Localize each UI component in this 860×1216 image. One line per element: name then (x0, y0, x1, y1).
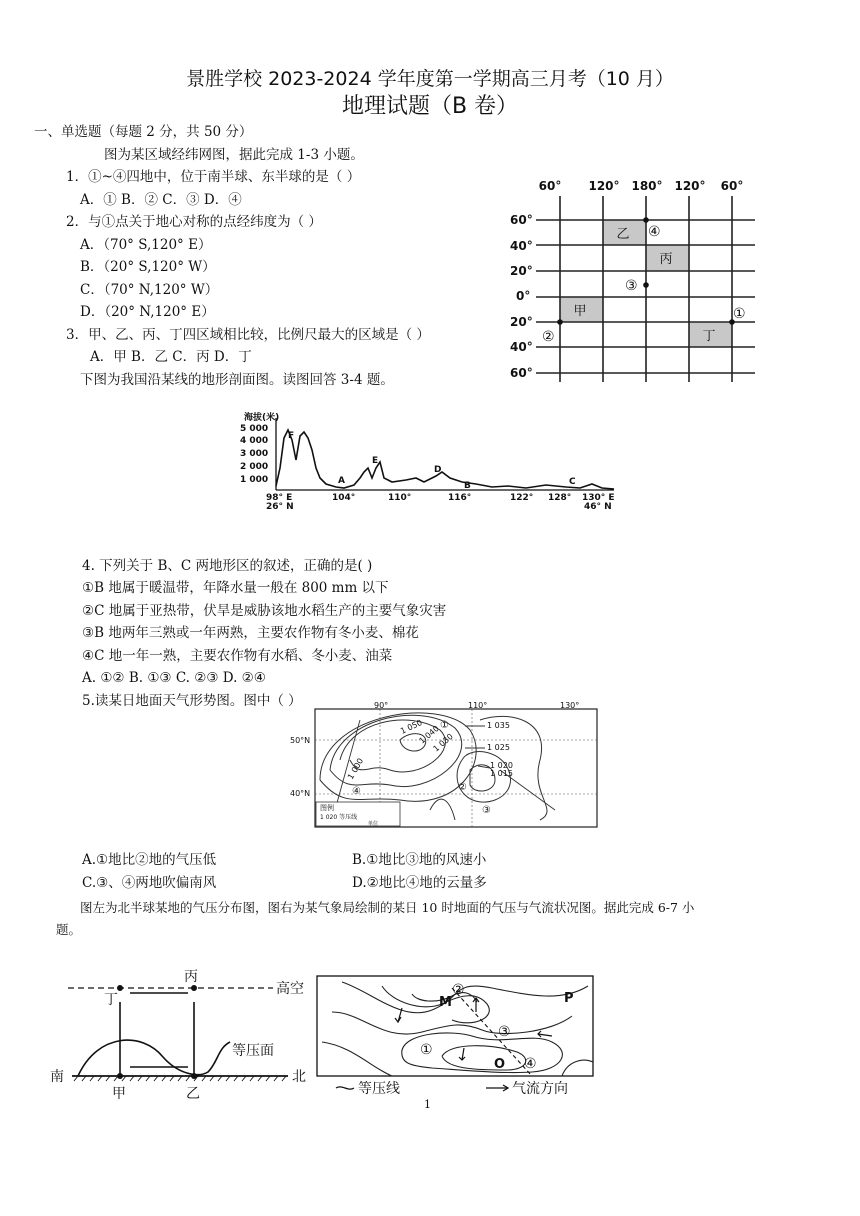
point-2-label: ② (542, 329, 555, 345)
lat-label-20s: 20° (510, 315, 533, 329)
isobar-label-1020: 1 020 (490, 761, 513, 770)
point-jia-dot (117, 1073, 123, 1079)
point-3-dot (643, 282, 649, 288)
airflow-label-o: O (494, 1057, 506, 1072)
weather-lon-110: 110° (468, 701, 488, 710)
airflow-point-4: ④ (524, 1056, 537, 1072)
profile-xtick-104: 104° (332, 493, 356, 503)
region-jia-label: 甲 (573, 304, 587, 319)
profile-letter-b: B (464, 481, 471, 491)
weather-point-4: ④ (352, 786, 361, 797)
profile-letter-a: A (338, 476, 345, 486)
q4-stem: 4. 下列关于 B、C 两地形区的叙述，正确的是( ) (82, 558, 373, 574)
lat-label-60s: 60° (510, 366, 533, 380)
q5-stem: 5.读某日地面天气形势图。图中（ ） (82, 693, 302, 709)
profile-ytick-5000: 5 000 (240, 424, 269, 434)
q1-options: A．① B．② C．③ D．④ (80, 192, 242, 208)
profile-start-lon: 98° E (266, 493, 293, 503)
profile-xtick-122: 122° (510, 493, 534, 503)
q4-item-2: ②C 地属于亚热带，伏旱是威胁该地水稻生产的主要气象灾害 (82, 603, 447, 619)
label-south: 南 (50, 1069, 64, 1085)
label-north: 北 (292, 1069, 306, 1085)
lat-label-40s: 40° (510, 340, 533, 354)
lat-label-0: 0° (516, 289, 531, 303)
weather-map-figure (290, 700, 600, 830)
lon-label-1: 60° (538, 179, 562, 193)
lon-label-3: 180° (631, 179, 663, 193)
profile-xtick-128: 128° (548, 493, 572, 503)
profile-ytick-4000: 4 000 (240, 436, 269, 446)
q5-option-a: A.①地比②地的气压低 (82, 852, 217, 868)
point-4-dot (643, 217, 649, 223)
lat-label-40n: 40° (510, 239, 533, 253)
profile-letter-e: E (372, 456, 379, 466)
q2-option-a: A．（70° S,120° E） (80, 237, 212, 253)
region-ding-label: 丁 (702, 329, 716, 344)
point-ding-dot (117, 985, 123, 991)
lon-label-5: 60° (720, 179, 744, 193)
label-upper-air: 高空 (276, 981, 304, 997)
exam-title: 景胜学校 2023-2024 学年度第一学期高三月考（10 月） (186, 68, 674, 90)
profile-start-lat: 26° N (266, 502, 294, 510)
pressure-section-figure (48, 962, 318, 1104)
label-isobaric-surface: 等压面 (232, 1043, 274, 1059)
terrain-profile-figure (236, 408, 626, 510)
legend-airflow-label: 气流方向 (512, 1081, 568, 1097)
legend-isobar-label: 等压线 (358, 1081, 400, 1097)
weather-point-3: ③ (482, 805, 491, 816)
group3-intro-line1: 图左为北半球某地的气压分布图，图右为某气象局绘制的某日 10 时地面的气压与气流状况图。据此完成 6-7 小 (80, 900, 695, 915)
label-yi: 乙 (186, 1086, 200, 1102)
grid-lines (536, 196, 755, 382)
q5-option-c: C.③、④两地吹偏南风 (82, 875, 217, 891)
legend-isobar-symbol (336, 1087, 354, 1089)
profile-letter-c: C (569, 477, 576, 487)
weather-lat-50: 50°N (290, 736, 311, 745)
q3-options: A．甲 B．乙 C．丙 D．丁 (90, 349, 252, 365)
q4-item-4: ④C 地一年一熟，主要农作物有水稻、冬小麦、油菜 (82, 648, 393, 664)
weather-legend-title: 图例 (320, 804, 334, 812)
lat-label-60n: 60° (510, 213, 533, 227)
region-yi-label: 乙 (616, 227, 630, 242)
airflow-legend (336, 1080, 568, 1097)
weather-point-2: ② (458, 782, 467, 793)
page-number: 1 (424, 1098, 431, 1111)
airflow-label-p: P (564, 991, 574, 1006)
profile-curve (276, 430, 614, 489)
group3-intro-line2: 题。 (56, 922, 82, 937)
point-bing-dot (191, 985, 197, 991)
lon-label-4: 120° (674, 179, 706, 193)
point-3-label: ③ (625, 278, 638, 294)
isobar-label-1025: 1 025 (487, 743, 510, 752)
profile-xtick-110: 110° (388, 493, 412, 503)
exam-subtitle: 地理试题（B 卷） (341, 94, 519, 119)
weather-legend-item: 1 020 等压线 (320, 814, 358, 821)
q2-option-d: D．（20° N,120° E） (80, 304, 215, 320)
lat-label-20n: 20° (510, 264, 533, 278)
isobar-label-1050: 1 050 (399, 717, 424, 736)
q3-stem: 3．甲、乙、丙、丁四区域相比较，比例尺最大的区域是（ ） (66, 327, 430, 343)
airflow-label-m: M (439, 995, 452, 1010)
region-bing-label: 丙 (659, 252, 673, 267)
q4-item-1: ①B 地属于暖温带，年降水量一般在 800 mm 以下 (82, 580, 389, 596)
isobar-label-1000: 1 000 (345, 756, 366, 781)
weather-point-1: ① (440, 720, 449, 731)
latlon-grid-figure (500, 174, 770, 386)
isobaric-surface-curve (78, 1040, 230, 1076)
q2-option-b: B．（20° S,120° W） (80, 259, 216, 275)
weather-lon-130: 130° (560, 701, 580, 710)
q2-option-c: C．（70° N,120° W） (80, 282, 219, 298)
profile-end-lat: 46° N (584, 502, 612, 510)
profile-letter-f: F (288, 431, 295, 441)
weather-lat-40: 40°N (290, 789, 311, 798)
isobar-label-1040: 1 040 (417, 723, 441, 746)
point-yi-dot (191, 1073, 197, 1079)
label-bing: 丙 (184, 969, 198, 985)
q4-item-3: ③B 地两年三熟或一年两熟，主要农作物有冬小麦、棉花 (82, 625, 419, 641)
isobar-label-1015: 1 015 (490, 769, 513, 778)
point-4-label: ④ (648, 224, 661, 240)
weather-legend (316, 802, 400, 827)
weather-lon-90: 90° (374, 701, 389, 710)
q1-stem: 1．①~④四地中，位于南半球、东半球的是（ ） (66, 169, 361, 185)
profile-letter-d: D (434, 465, 442, 475)
profile-ytick-3000: 3 000 (240, 449, 269, 459)
q5-option-d: D.②地比④地的云量多 (352, 875, 487, 891)
q5-option-b: B.①地比③地的风速小 (352, 852, 487, 868)
isobar-label-1035: 1 035 (487, 721, 510, 730)
profile-xtick-116: 116° (448, 493, 472, 503)
q2-stem: 2．与①点关于地心对称的点经纬度为（ ） (66, 214, 322, 230)
point-1-label: ① (733, 306, 746, 322)
group1-intro: 图为某区域经纬网图，据此完成 1-3 小题。 (104, 147, 364, 163)
group2-intro: 下图为我国沿某线的地形剖面图。读图回答 3-4 题。 (80, 372, 394, 388)
label-jia: 甲 (112, 1086, 126, 1102)
isobar-label-1030: 1 030 (431, 731, 455, 754)
airflow-point-3: ③ (498, 1024, 511, 1040)
airflow-point-1: ① (420, 1042, 433, 1058)
profile-ytick-1000: 1 000 (240, 475, 269, 485)
q4-options: A. ①② B. ①③ C. ②③ D. ②④ (82, 670, 266, 686)
airflow-point-2: ② (452, 982, 465, 998)
airflow-map-figure (312, 972, 612, 1098)
profile-end-lon: 130° E (582, 493, 615, 503)
lon-label-2: 120° (588, 179, 620, 193)
profile-ylabel: 海拔(米) (244, 413, 280, 423)
section-heading: 一、单选题（每题 2 分，共 50 分） (34, 124, 253, 140)
point-2-dot (557, 319, 563, 325)
label-ding: 丁 (104, 992, 118, 1008)
weather-legend-unit: 单位 (368, 821, 379, 827)
profile-ytick-2000: 2 000 (240, 462, 269, 472)
